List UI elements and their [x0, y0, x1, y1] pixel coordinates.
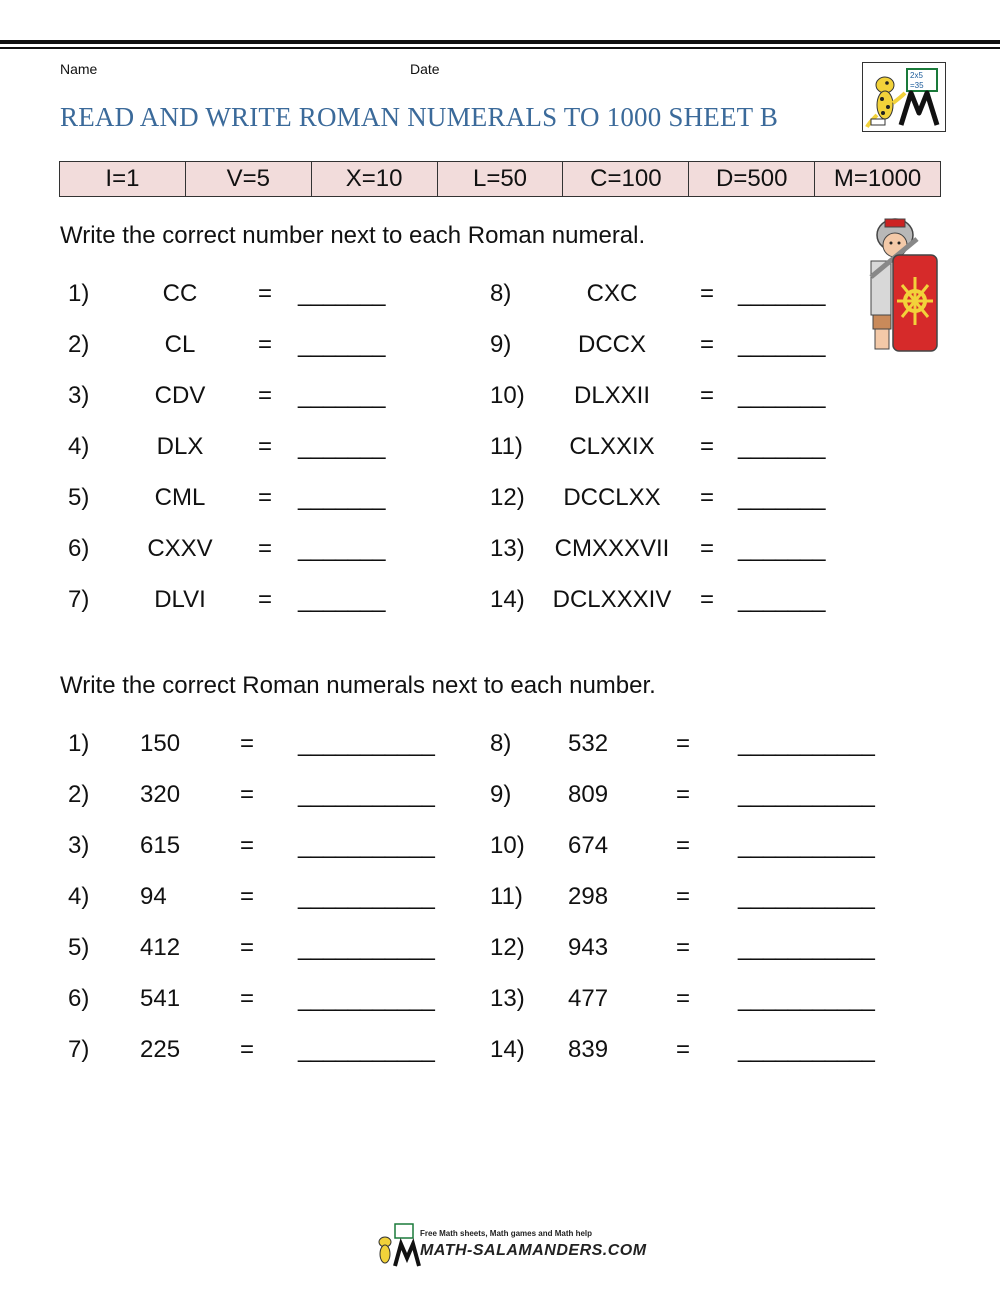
equals-sign: = [700, 382, 715, 409]
question-number: 6) [68, 985, 90, 1012]
answer-blank[interactable]: ___________ [738, 832, 874, 859]
equals-sign: = [676, 832, 691, 859]
equals-sign: = [240, 883, 255, 910]
question-row [490, 331, 850, 367]
equals-sign: = [258, 433, 273, 460]
answer-blank[interactable]: _______ [738, 586, 825, 613]
question-value: CXXV [147, 535, 213, 562]
question-number: 5) [68, 484, 90, 511]
question-number: 11) [490, 433, 523, 460]
equals-sign: = [700, 586, 715, 613]
question-value: 615 [140, 832, 181, 859]
question-value: 412 [140, 934, 181, 961]
roman-soldier-icon [857, 215, 947, 355]
question-row [68, 1036, 468, 1072]
question-row [68, 781, 468, 817]
key-cell: C=100 [563, 162, 689, 196]
equals-sign: = [676, 730, 691, 757]
question-value: DLX [156, 433, 204, 460]
question-row [490, 1036, 910, 1072]
question-row [68, 484, 428, 520]
equals-sign: = [258, 280, 273, 307]
top-rule [0, 40, 1000, 44]
question-number: 13) [490, 985, 525, 1012]
equals-sign: = [240, 832, 255, 859]
key-cell: V=5 [186, 162, 312, 196]
equals-sign: = [258, 535, 273, 562]
question-number: 2) [68, 781, 90, 808]
equals-sign: = [240, 985, 255, 1012]
question-value: 839 [568, 1036, 609, 1063]
equals-sign: = [676, 985, 691, 1012]
question-value: 541 [140, 985, 181, 1012]
equals-sign: = [240, 730, 255, 757]
equals-sign: = [258, 586, 273, 613]
answer-blank[interactable]: _______ [738, 382, 825, 409]
answer-blank[interactable]: ___________ [738, 1036, 874, 1063]
question-number: 7) [68, 586, 90, 613]
equals-sign: = [700, 535, 715, 562]
answer-blank[interactable]: _______ [298, 535, 385, 562]
question-number: 4) [68, 883, 90, 910]
svg-text:=35: =35 [910, 81, 924, 90]
question-value: DCCLXX [563, 484, 661, 511]
date-label: Date [410, 61, 440, 77]
equals-sign: = [240, 1036, 255, 1063]
question-number: 3) [68, 382, 90, 409]
question-row [68, 280, 428, 316]
question-value: 532 [568, 730, 609, 757]
question-value: DLXXII [573, 382, 651, 409]
equals-sign: = [700, 280, 715, 307]
answer-blank[interactable]: _______ [738, 331, 825, 358]
answer-blank[interactable]: ___________ [298, 934, 434, 961]
answer-blank[interactable]: ___________ [738, 934, 874, 961]
question-value: DLVI [154, 586, 206, 613]
answer-blank[interactable]: _______ [738, 535, 825, 562]
question-value: CC [162, 280, 198, 307]
roman-numeral-key [59, 161, 941, 197]
question-number: 1) [68, 280, 90, 307]
answer-blank[interactable]: _______ [298, 484, 385, 511]
question-row [68, 433, 428, 469]
equals-sign: = [240, 781, 255, 808]
question-row [490, 832, 910, 868]
answer-blank[interactable]: ___________ [298, 883, 434, 910]
question-row [68, 883, 468, 919]
question-row [68, 331, 428, 367]
answer-blank[interactable]: _______ [298, 382, 385, 409]
question-value: 943 [568, 934, 609, 961]
answer-blank[interactable]: ___________ [298, 730, 434, 757]
question-row [68, 586, 428, 622]
question-row [68, 535, 428, 571]
equals-sign: = [258, 382, 273, 409]
equals-sign: = [676, 934, 691, 961]
key-cell: I=1 [60, 162, 186, 196]
section1-instruction: Write the correct number next to each Roman numeral. [60, 222, 646, 249]
section2-instruction: Write the correct Roman numerals next to each number. [60, 672, 656, 699]
answer-blank[interactable]: _______ [738, 280, 825, 307]
question-number: 13) [490, 535, 525, 562]
question-row [68, 985, 468, 1021]
question-number: 9) [490, 781, 512, 808]
question-number: 4) [68, 433, 90, 460]
question-value: 225 [140, 1036, 181, 1063]
answer-blank[interactable]: _______ [738, 433, 825, 460]
question-value: 320 [140, 781, 181, 808]
question-row [68, 832, 468, 868]
question-value: DCLXXXIV [552, 586, 672, 613]
question-number: 14) [490, 586, 525, 613]
question-row [490, 934, 910, 970]
key-cell: L=50 [438, 162, 564, 196]
question-number: 1) [68, 730, 90, 757]
question-value: CLXXIX [569, 433, 655, 460]
answer-blank[interactable]: ___________ [298, 1036, 434, 1063]
question-number: 8) [490, 280, 512, 307]
question-row [68, 382, 428, 418]
question-number: 3) [68, 832, 90, 859]
question-number: 12) [490, 484, 525, 511]
answer-blank[interactable]: _______ [738, 484, 825, 511]
question-value: CXC [586, 280, 638, 307]
question-value: 674 [568, 832, 609, 859]
question-value: DCCX [577, 331, 646, 358]
question-row [68, 934, 468, 970]
equals-sign: = [676, 781, 691, 808]
math-salamanders-logo [862, 62, 946, 132]
question-number: 9) [490, 331, 512, 358]
answer-blank[interactable]: _______ [298, 280, 385, 307]
question-number: 12) [490, 934, 525, 961]
key-cell: M=1000 [833, 165, 922, 192]
equals-sign: = [700, 484, 715, 511]
question-number: 6) [68, 535, 90, 562]
question-value: 477 [568, 985, 609, 1012]
question-number: 10) [490, 832, 525, 859]
question-value: 150 [140, 730, 181, 757]
page-title: READ AND WRITE ROMAN NUMERALS TO 1000 SHEET B [60, 102, 779, 132]
question-number: 14) [490, 1036, 525, 1063]
question-value: 809 [568, 781, 609, 808]
equals-sign: = [676, 883, 691, 910]
answer-blank[interactable]: _______ [298, 586, 385, 613]
question-row [490, 433, 850, 469]
question-number: 8) [490, 730, 512, 757]
question-number: 2) [68, 331, 90, 358]
answer-blank[interactable]: ___________ [738, 730, 874, 757]
key-cell: X=10 [312, 162, 438, 196]
question-row [490, 781, 910, 817]
equals-sign: = [240, 934, 255, 961]
question-row [490, 535, 850, 571]
equals-sign: = [676, 1036, 691, 1063]
question-value: CML [154, 484, 206, 511]
question-row [490, 382, 850, 418]
top-rule-thin [0, 47, 1000, 49]
key-cell: D=500 [689, 162, 815, 196]
answer-blank[interactable]: ___________ [738, 883, 874, 910]
equals-sign: = [258, 484, 273, 511]
footer-tagline: Free Math sheets, Math games and Math help [420, 1229, 593, 1238]
answer-blank[interactable]: ___________ [298, 985, 434, 1012]
question-value: CL [164, 331, 196, 358]
question-row [490, 280, 850, 316]
answer-blank[interactable]: ___________ [298, 781, 434, 808]
question-value: 94 [140, 883, 167, 910]
answer-blank[interactable]: ___________ [738, 985, 874, 1012]
equals-sign: = [700, 331, 715, 358]
question-row [490, 985, 910, 1021]
equals-sign: = [258, 331, 273, 358]
footer-site: MATH-SALAMANDERS.COM [420, 1242, 647, 1259]
question-row [490, 730, 910, 766]
question-value: CMXXXVII [554, 535, 670, 562]
answer-blank[interactable]: ___________ [738, 781, 874, 808]
equals-sign: = [700, 433, 715, 460]
svg-text:2x5: 2x5 [910, 71, 923, 80]
question-value: CDV [154, 382, 206, 409]
question-row [68, 730, 468, 766]
answer-blank[interactable]: ___________ [298, 832, 434, 859]
name-label: Name [60, 61, 98, 77]
salamander-icon [863, 63, 945, 131]
question-row [490, 883, 910, 919]
answer-blank[interactable]: _______ [298, 433, 385, 460]
question-value: 298 [568, 883, 609, 910]
question-number: 7) [68, 1036, 90, 1063]
question-row [490, 484, 850, 520]
question-number: 5) [68, 934, 90, 961]
question-number: 11) [490, 883, 523, 910]
answer-blank[interactable]: _______ [298, 331, 385, 358]
question-number: 10) [490, 382, 525, 409]
question-row [490, 586, 850, 622]
